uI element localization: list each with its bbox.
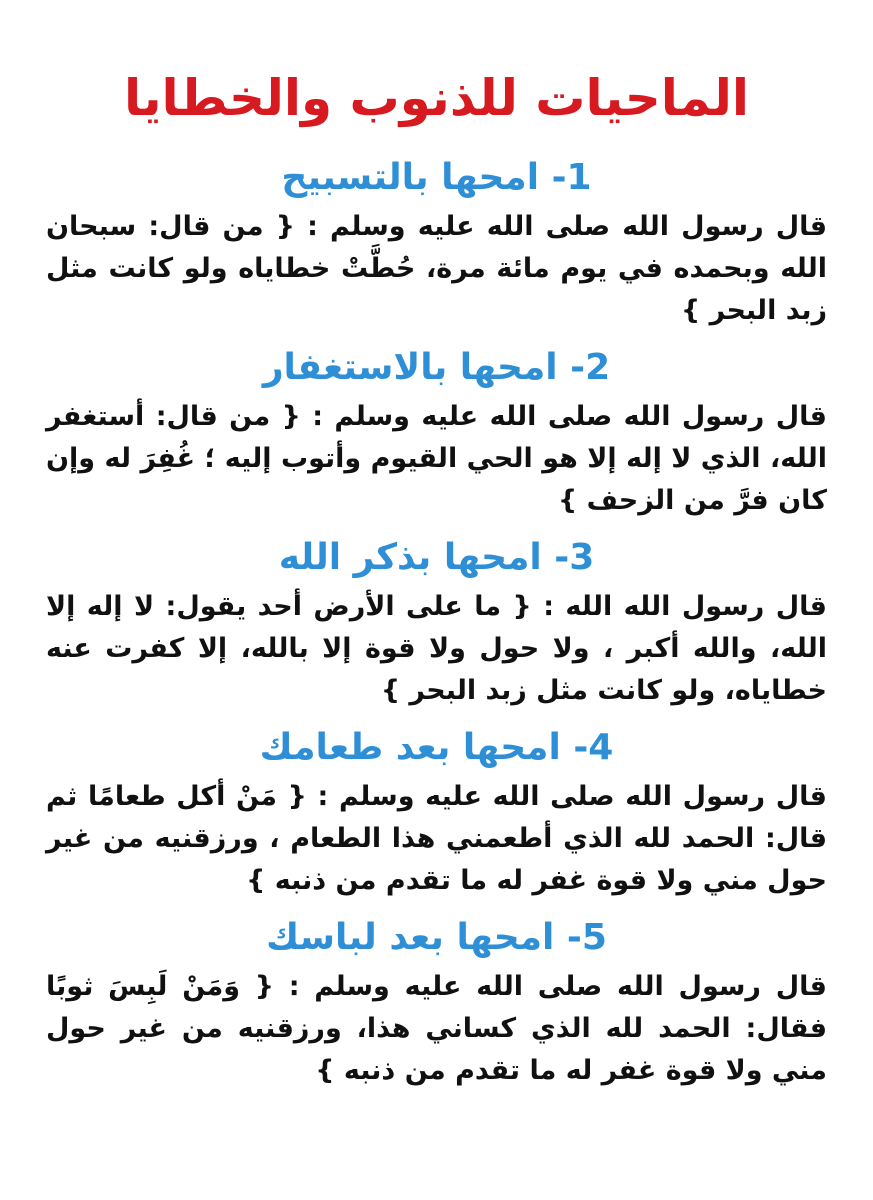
section-3-text: قال رسول الله الله : { ما على الأرض أحد يقول: لا إله إلا الله، والله أكبر ، ولا حول ولا قوة إلا بالله، إلا كفرت عنه خطاياه، ولو كانت مثل زبد البحر } xyxy=(46,591,827,706)
section-4-text: قال رسول الله صلى الله عليه وسلم : { مَنْ أكل طعامًا ثم قال: الحمد لله الذي أطعمني هذا الطعام ، ورزقنيه من غير حول مني ولا قوة غفر له ما تقدم من ذنبه } xyxy=(46,781,827,896)
section-3-heading: 3- امحها بذكر الله xyxy=(278,537,595,578)
section-4 xyxy=(46,720,827,902)
section-1-heading: 1- امحها بالتسبيح xyxy=(281,157,592,198)
section-5-text: قال رسول الله صلى الله عليه وسلم : { وَمَنْ لَبِسَ ثوبًا فقال: الحمد لله الذي كساني هذا، ورزقنيه من غير حول مني ولا قوة غفر له ما تقدم من ذنبه } xyxy=(46,971,827,1086)
section-1-text: قال رسول الله صلى الله عليه وسلم : { من قال: سبحان الله وبحمده في يوم مائة مرة، حُطَّتْ خطاياه ولو كانت مثل زبد البحر } xyxy=(46,211,827,326)
page-title: الماحيات للذنوب والخطايا xyxy=(124,69,749,127)
section-2 xyxy=(46,340,827,522)
section-2-text: قال رسول الله صلى الله عليه وسلم : { من قال: أستغفر الله، الذي لا إله إلا هو الحي القيوم وأتوب إليه ؛ غُفِرَ له وإن كان فرَّ من الزحف } xyxy=(46,401,827,516)
section-5 xyxy=(46,910,827,1092)
section-3 xyxy=(46,530,827,712)
section-2-heading: 2- امحها بالاستغفار xyxy=(262,347,611,388)
section-1 xyxy=(46,150,827,332)
section-4-heading: 4- امحها بعد طعامك xyxy=(259,727,614,768)
section-5-heading: 5- امحها بعد لباسك xyxy=(266,917,607,958)
